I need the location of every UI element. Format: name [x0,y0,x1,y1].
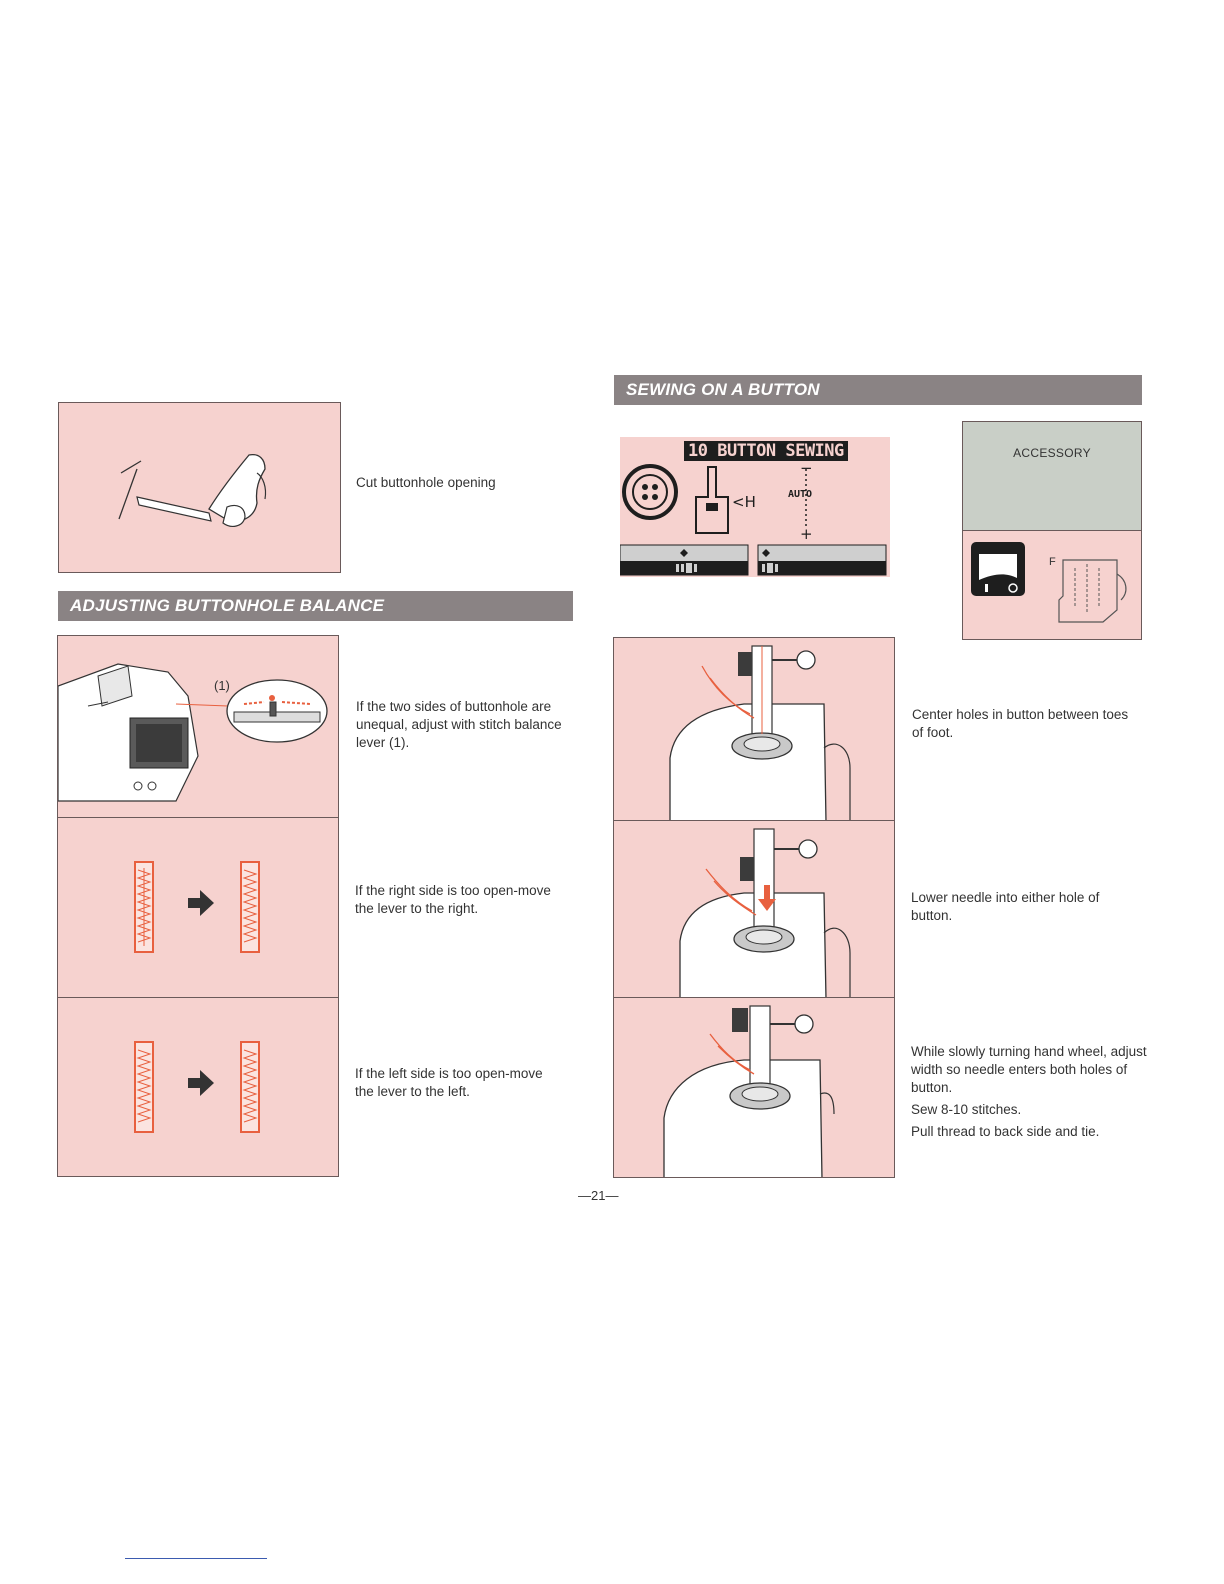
center-button-illustration [613,637,895,821]
button-step3-line: While slowly turning hand wheel, adjust width so needle enters both holes of button. [911,1044,1147,1095]
balance-step3-caption: If the left side is too open-move the lever to the left. [355,1066,543,1099]
lcd-auto-label: AUTO [788,489,813,500]
presser-foot-button-icon [614,638,895,821]
lcd-foot-letter: <H [732,493,756,511]
buttonhole-adjust-right-icon [58,818,339,998]
lcd-plus: + [800,525,813,543]
accessory-foot-letter: F [1049,556,1056,568]
button-step3-line: Sew 8-10 stitches. [911,1102,1022,1117]
adjust-width-illustration [613,997,895,1178]
sewing-on-button-header: SEWING ON A BUTTON [614,375,1142,405]
accessory-box [962,421,1142,640]
seam-ripper-icon [59,403,341,573]
lcd-display [620,437,890,577]
lever-callout-label: (1) [214,678,230,693]
sewing-machine-lever-icon [58,636,339,818]
button-step3-caption [911,1043,1147,1145]
accessory-header-area [963,422,1141,531]
footer-rule [125,1558,267,1559]
left-side-open-illustration [57,997,339,1177]
buttonhole-adjust-left-icon [58,998,339,1177]
adjusting-balance-header: ADJUSTING BUTTONHOLE BALANCE [58,591,573,621]
balance-step2-caption: If the right side is too open-move the lever to the right. [355,883,551,916]
cut-buttonhole-illustration [58,402,341,573]
accessory-graphics [963,530,1141,640]
button-step2-caption: Lower needle into either hole of button. [911,890,1100,923]
page-number: —21— [578,1188,619,1203]
balance-lever-illustration [57,635,339,818]
button-step3-line: Pull thread to back side and tie. [911,1124,1100,1139]
cut-buttonhole-caption: Cut buttonhole opening [356,475,496,490]
lcd-title: 10 BUTTON SEWING [684,441,848,461]
accessory-label: ACCESSORY [1013,446,1091,460]
lcd-minus: − [800,459,813,477]
button-step1-caption: Center holes in button between toes of foot. [912,707,1129,740]
right-side-open-illustration [57,817,339,998]
needle-lowering-icon [614,821,895,998]
lower-needle-illustration [613,820,895,998]
balance-step1-caption: If the two sides of buttonhole are unequal, adjust with stitch balance lever (1). [356,699,562,750]
width-adjust-icon [614,998,895,1178]
